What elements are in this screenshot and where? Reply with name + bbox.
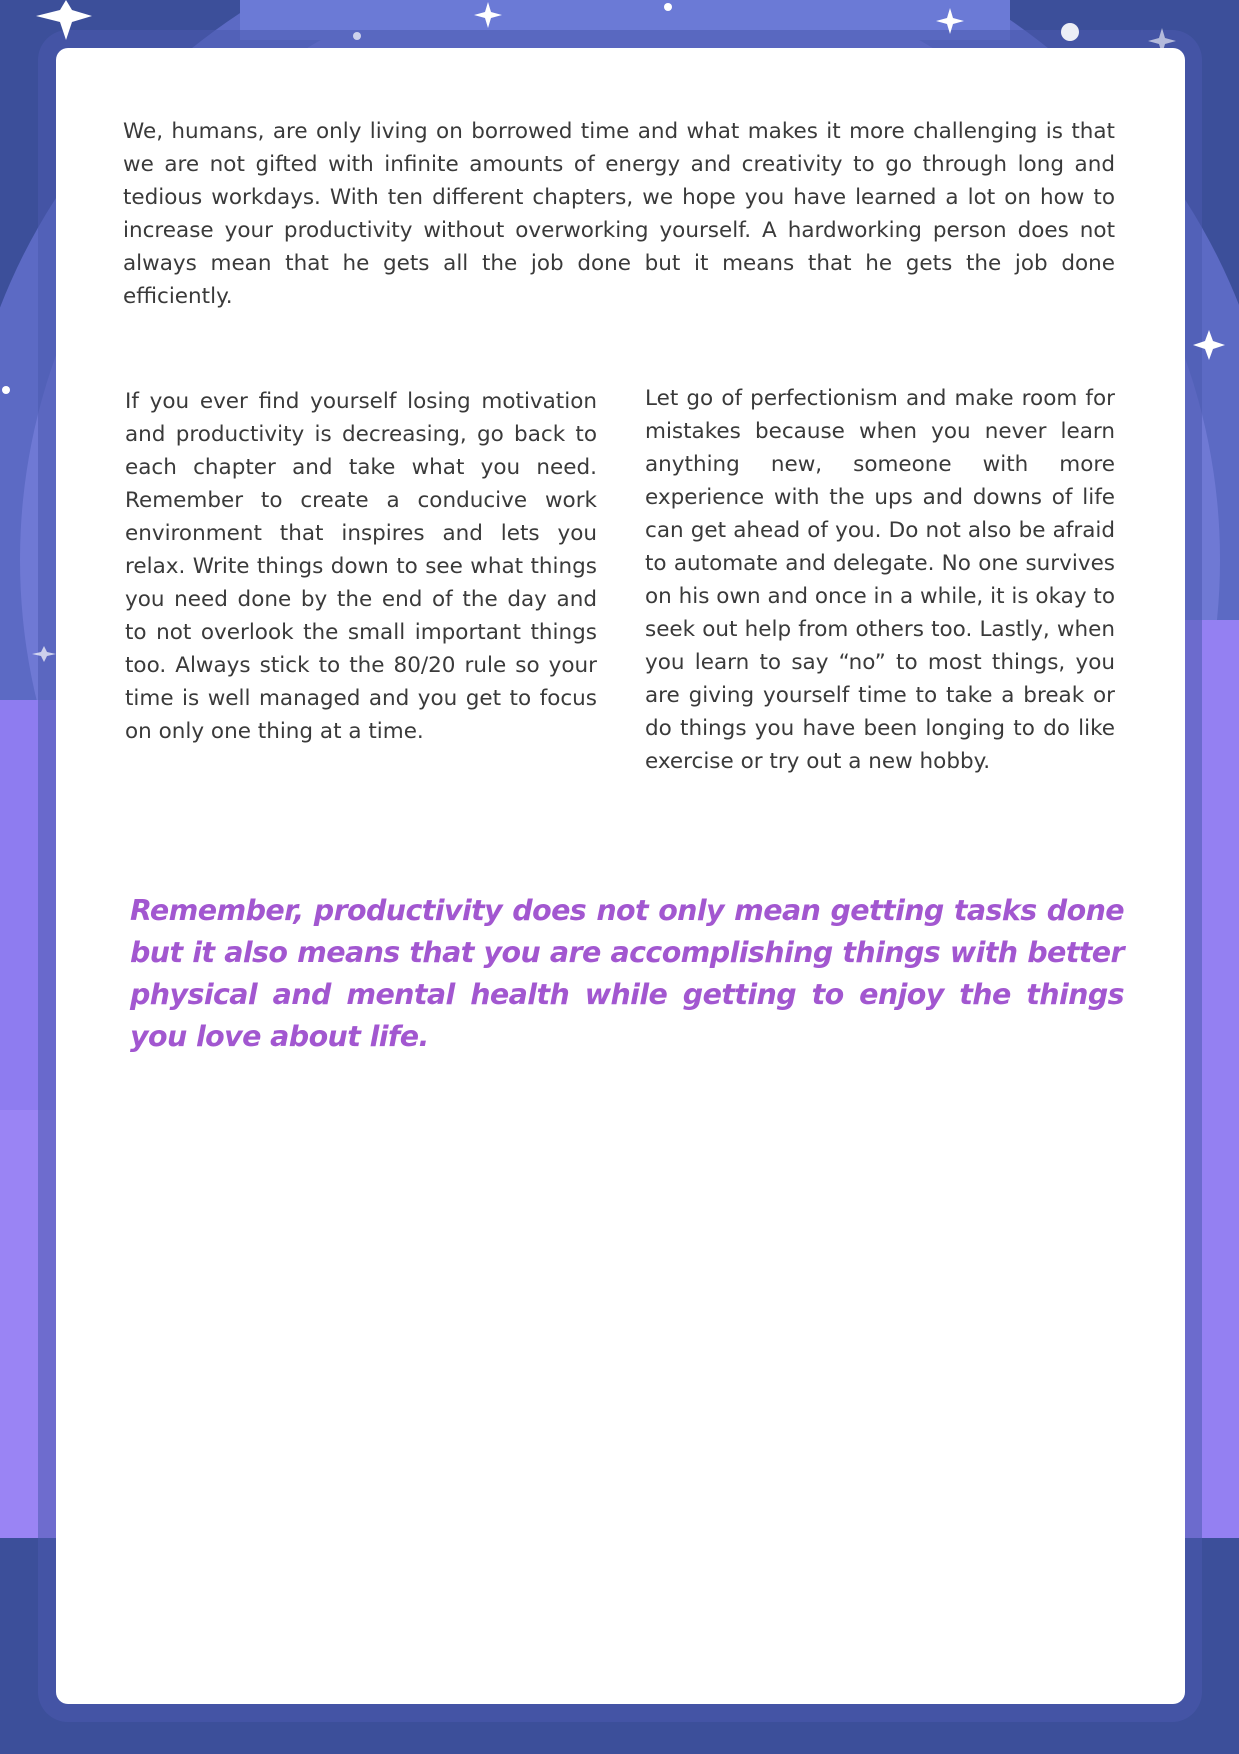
left-column-paragraph: If you ever find yourself losing motivation and productivity is decreasing, go back to each chapter and take what you need. Remember to create a conducive work environment that inspires and lets you relax. Write things down to see what things you need done by the end of the day and to not overlook the small important things too. Always stick to the 80/20 rule so your time is well managed and you get to focus on only one thing at a time. bbox=[125, 389, 597, 744]
intro-paragraph: We, humans, are only living on borrowed time and what makes it more challenging is that we are not gifted with infinite amounts of energy and creativity to go through long and tedious workdays. With ten different chapters, we hope you have learned a lot on how to increase your productivity without overworking yourself. A hardworking person does not always mean that he gets all the job done but it means that he gets the job done efficiently. bbox=[123, 119, 1115, 309]
right-column-paragraph: Let go of perfectionism and make room for mistakes because when you never learn anything new, someone with more experience with the ups and downs of life can get ahead of you. Do not also be afraid to automate and delegate. No one survives on his own and once in a while, it is okay to seek out help from others too. Lastly, when you learn to say “no” to most things, you are giving yourself time to take a break or do things you have been longing to do like exercise or try out a new hobby. bbox=[645, 386, 1115, 774]
closing-quote: Remember, productivity does not only mean getting tasks done but it also means that you are accomplishing things with better physical and mental health while getting to enjoy the things you love about life. bbox=[130, 894, 1124, 1053]
